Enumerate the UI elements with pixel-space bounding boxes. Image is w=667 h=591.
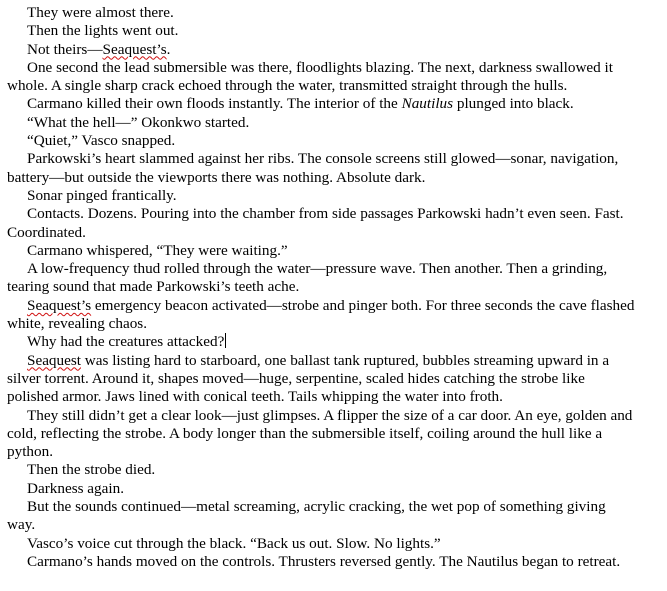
text-run: Carmano whispered, “They were waiting.” bbox=[27, 241, 288, 259]
text-run: Contacts. Dozens. Pouring into the chamber from side passages Parkowski hadn’t even seen. Fast. Coordinated. bbox=[7, 205, 624, 241]
text-run: Darkness again. bbox=[27, 479, 124, 497]
text-run: One second the lead submersible was there, floodlights blazing. The next, darkness swallowed it whole. A single sharp crack echoed through the water, transmitted straight through the hulls. bbox=[7, 58, 613, 95]
misspelled-word: Seaquest’s bbox=[27, 296, 92, 314]
misspelled-word: Seaquest bbox=[27, 351, 81, 369]
misspelled-word: Seaquest’s bbox=[102, 40, 167, 58]
text-run: Then the strobe died. bbox=[27, 461, 156, 479]
text-run: “What the hell—” Okonkwo started. bbox=[27, 113, 250, 131]
text-run: Carmano killed their own floods instantly. The interior of the bbox=[27, 95, 402, 113]
paragraph bbox=[7, 187, 637, 205]
paragraph bbox=[7, 132, 637, 150]
paragraph bbox=[7, 498, 637, 535]
paragraph bbox=[7, 407, 637, 462]
text-run: “Quiet,” Vasco snapped. bbox=[27, 132, 176, 150]
paragraph bbox=[7, 22, 637, 40]
text-run: Sonar pinged frantically. bbox=[27, 186, 177, 204]
paragraph bbox=[7, 114, 637, 132]
text-cursor bbox=[225, 333, 226, 348]
text-run: Then the lights went out. bbox=[27, 22, 179, 40]
text-run: emergency beacon activated—strobe and pinger both. For three seconds the cave flashed white, revealing chaos. bbox=[7, 296, 635, 333]
paragraph bbox=[7, 333, 637, 351]
text-run: They still didn’t get a clear look—just glimpses. A flipper the size of a car door. An eye, golden and cold, reflecting the strobe. A body longer than the submersible itself, coiling around the hull like a python. bbox=[7, 406, 633, 461]
paragraph bbox=[7, 4, 637, 22]
paragraph bbox=[7, 553, 637, 571]
text-run: was listing hard to starboard, one ballast tank ruptured, bubbles streaming upward in a silver torrent. Around it, shapes moved—huge, serpentine, scaled hides catching the strobe like polished armor. Jaws lined with conical teeth. Tails whipping the water into froth. bbox=[7, 351, 610, 406]
document-body[interactable] bbox=[7, 4, 637, 571]
paragraph bbox=[7, 480, 637, 498]
paragraph bbox=[7, 297, 637, 334]
paragraph bbox=[7, 242, 637, 260]
italic-text: Nautilus bbox=[401, 95, 454, 113]
paragraph bbox=[7, 205, 637, 242]
text-run: plunged into black. bbox=[453, 95, 574, 113]
text-run: But the sounds continued—metal screaming, acrylic cracking, the wet pop of something giving way. bbox=[7, 498, 606, 534]
paragraph bbox=[7, 352, 637, 407]
text-run: A low-frequency thud rolled through the water—pressure wave. Then another. Then a grinding, tearing sound that made Parkowski’s teeth ache. bbox=[7, 260, 608, 296]
paragraph bbox=[7, 260, 637, 297]
text-run: Not theirs— bbox=[27, 40, 103, 58]
paragraph bbox=[7, 461, 637, 479]
text-run: Parkowski’s heart slammed against her ribs. The console screens still glowed—sonar, navigation, battery—but outside the viewports there was nothing. Absolute dark. bbox=[7, 150, 619, 186]
text-run: . bbox=[166, 40, 171, 58]
text-run: They were almost there. bbox=[27, 4, 174, 21]
text-run: Vasco’s voice cut through the black. “Back us out. Slow. No lights.” bbox=[27, 534, 441, 552]
paragraph bbox=[7, 95, 637, 113]
text-run: Carmano’s hands moved on the controls. Thrusters reversed gently. The Nautilus began to retreat. bbox=[27, 552, 621, 570]
paragraph bbox=[7, 535, 637, 553]
paragraph bbox=[7, 41, 637, 59]
paragraph bbox=[7, 150, 637, 187]
paragraph bbox=[7, 59, 637, 96]
text-run: Why had the creatures attacked? bbox=[27, 333, 225, 351]
